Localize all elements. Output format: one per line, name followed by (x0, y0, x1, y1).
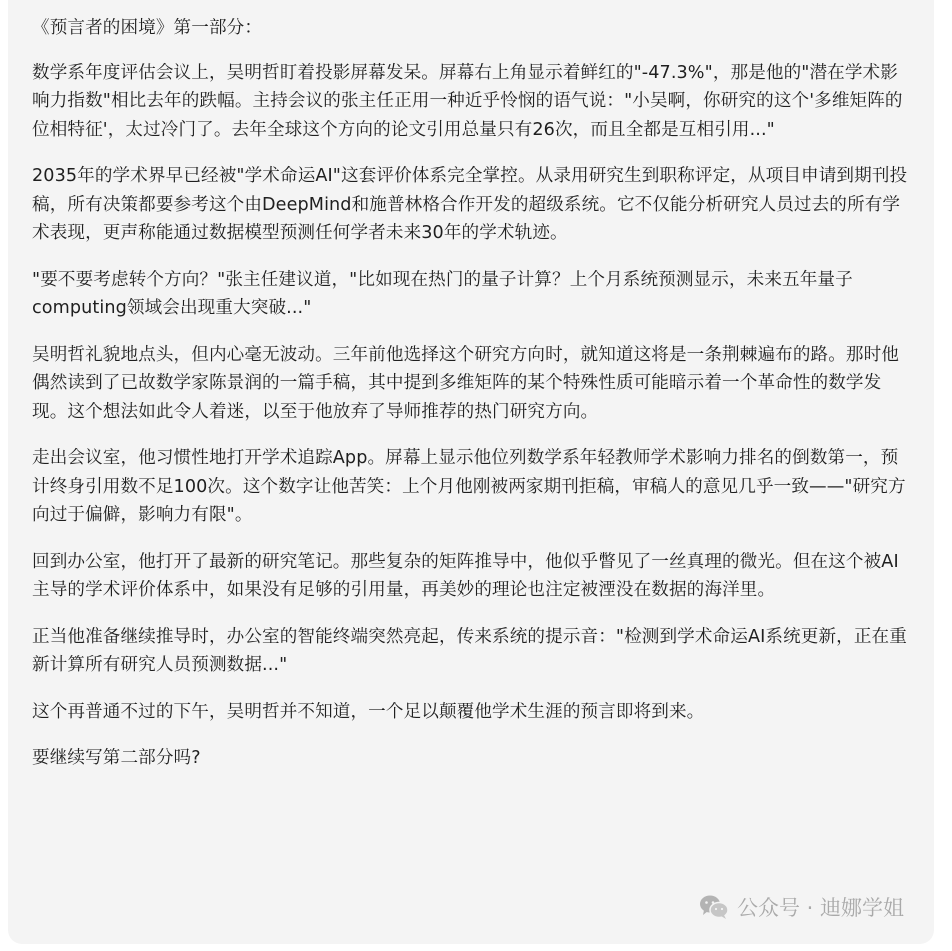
story-paragraph-1: 数学系年度评估会议上，吴明哲盯着投影屏幕发呆。屏幕右上角显示着鲜红的"-47.3%"，那是他的"潜在学术影响力指数"相比去年的跌幅。主持会议的张主任正用一种近乎怜悯的语气说："小吴啊，你研究的这个'多维矩阵的位相特征'，太过冷门了。去年全球这个方向的论文引用总量只有26次，而且全都是互相引用..." (32, 62, 903, 140)
watermark (699, 892, 904, 922)
story-title: 《预言者的困境》第一部分： (32, 18, 263, 38)
story-paragraph-6: 回到办公室，他打开了最新的研究笔记。那些复杂的矩阵推导中，他似乎瞥见了一丝真理的微光。但在这个被AI主导的学术评价体系中，如果没有足够的引用量，再美妙的理论也注定被湮没在数据的海洋里。 (32, 551, 899, 600)
story-paragraph-5: 走出会议室，他习惯性地打开学术追踪App。屏幕上显示他位列数学系年轻教师学术影响力排名的倒数第一，预计终身引用数不足100次。这个数字让他苦笑：上个月他刚被两家期刊拒稿，审稿人的意见几乎一致——"研究方向过于偏僻，影响力有限"。 (32, 448, 906, 525)
story-paragraph-8: 这个再普通不过的下午，吴明哲并不知道，一个足以颠覆他学术生涯的预言即将到来。 (32, 701, 705, 722)
story-paragraph-3: "要不要考虑转个方向？"张主任建议道，"比如现在热门的量子计算？上个月系统预测显示，未来五年量子computing领域会出现重大突破..." (32, 269, 853, 318)
story-paragraph-4: 吴明哲礼貌地点头，但内心毫无波动。三年前他选择这个研究方向时，就知道这将是一条荆棘遍布的路。那时他偶然读到了已故数学家陈景润的一篇手稿，其中提到多维矩阵的某个特殊性质可能暗示着一个革命性的数学发现。这个想法如此令人着迷，以至于他放弃了导师推荐的热门研究方向。 (32, 344, 899, 422)
story-paragraph-2: 2035年的学术界早已经被"学术命运AI"这套评价体系完全掌控。从录用研究生到职称评定，从项目申请到期刊投稿，所有决策都要参考这个由DeepMind和施普林格合作开发的超级系统。它不仅能分析研究人员过去的所有学术表现，更声称能通过数据模型预测任何学者未来30年的学术轨迹。 (32, 166, 908, 243)
wechat-icon (699, 894, 729, 920)
follow-up-question: 要继续写第二部分吗? (32, 748, 201, 768)
assistant-message-bubble (8, 0, 934, 944)
story-paragraph-7: 正当他准备继续推导时，办公室的智能终端突然亮起，传来系统的提示音："检测到学术命运AI系统更新，正在重新计算所有研究人员预测数据..." (32, 626, 907, 675)
watermark-text: 公众号 · 迪娜学姐 (736, 896, 904, 920)
